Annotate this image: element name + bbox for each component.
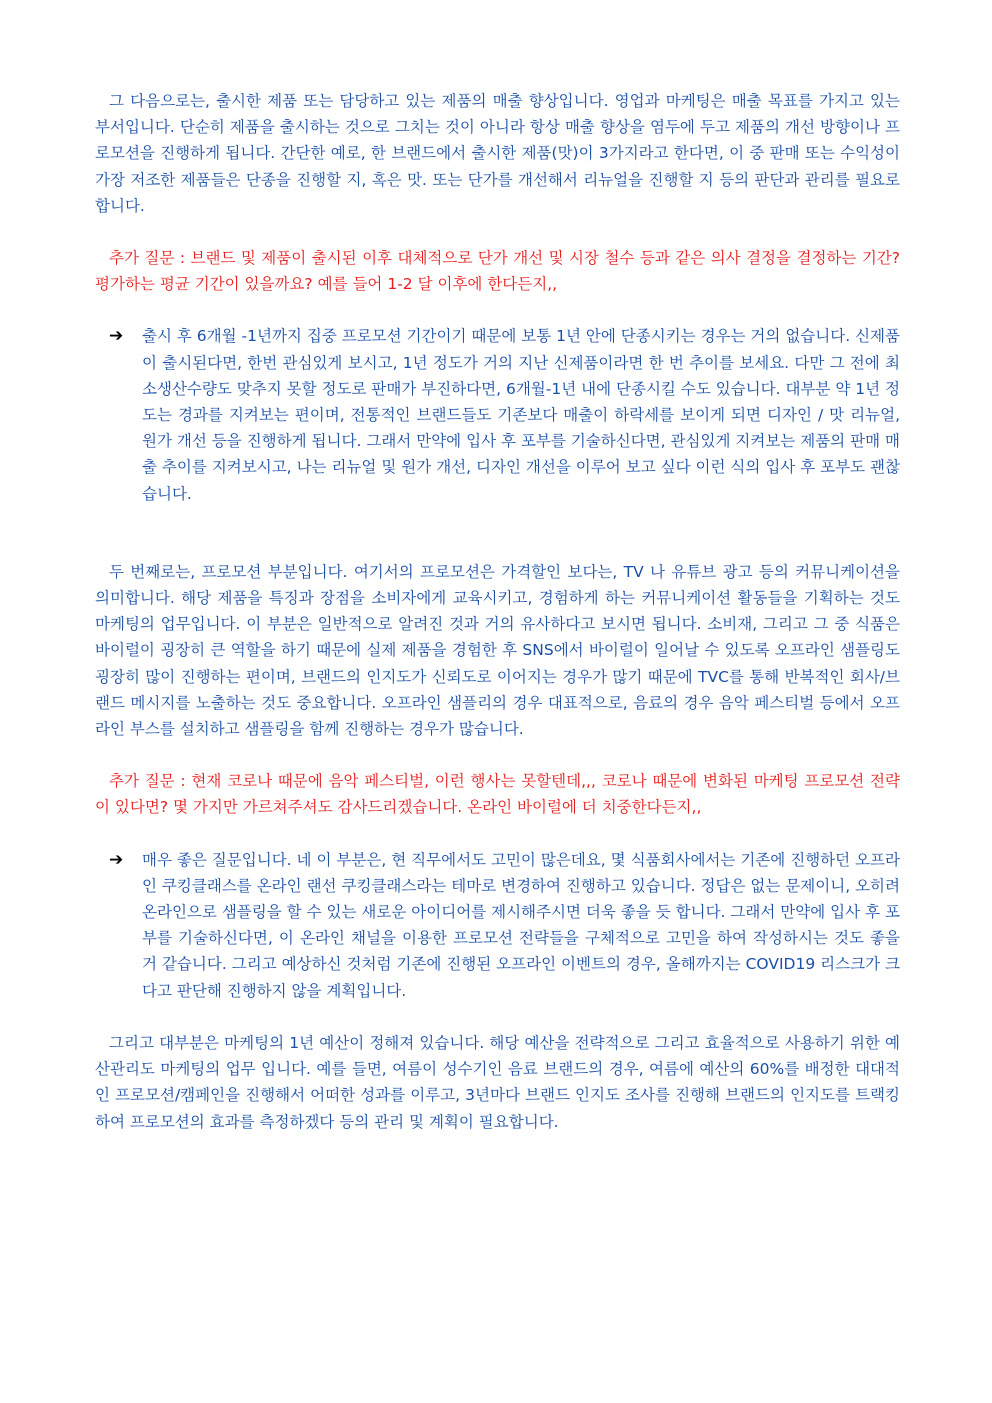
paragraph-budget: 그리고 대부분은 마케팅의 1년 예산이 정해져 있습니다. 해당 예산을 전략적으로 그리고 효율적으로 사용하기 위한 예산관리도 마케팅의 업무 입니다. 예를 들면, 여름이 성수기인 음료 브랜드의 경우, 여름에 예산의 60%를 배정한 대대적인 프로모션/캠페인을 진행해서 어떠한 성과를 이루고, 3년마다 브랜드 인지도 조사를 진행해 브랜드의 인지도를 트랙킹하여 프로모션의 효과를 측정하겠다 등의 관리 및 계획이 필요합니다.: [95, 1033, 900, 1131]
paragraph-promotion: 두 번째로는, 프로모션 부분입니다. 여기서의 프로모션은 가격할인 보다는, TV 나 유튜브 광고 등의 커뮤니케이션을 의미합니다. 해당 제품을 특징과 장점을 소비자에게 교육시키고, 경험하게 하는 커뮤니케이션 활동들을 기획하는 것도 마케팅의 업무입니다. 이 부분은 일반적으로 알려진 것과 거의 유사하다고 보시면 됩니다. 소비재, 그리고 그 중 식품은 바이럴이 굉장히 큰 역할을 하기 때문에 실제 제품을 경험한 후 SNS에서 바이럴이 일어날 수 있도록 오프라인 샘플링도 굉장히 많이 진행하는 편이며, 브랜드의 인지도가 신뢰도로 이어지는 경우가 많기 때문에 TVC를 통해 반복적인 회사/브랜드 메시지를 노출하는 것도 중요합니다. 오프라인 샘플리의 경우 대표적으로, 음료의 경우 음악 페스티벌 등에서 오프라인 부스를 설치하고 샘플링을 함께 진행하는 경우가 많습니다.: [95, 562, 900, 739]
right-arrow-icon: ➔: [109, 326, 124, 347]
question-decision-period: 추가 질문 : 브랜드 및 제품이 출시된 이후 대체적으로 단가 개선 및 시장 철수 등과 같은 의사 결정을 결정하는 기간? 평가하는 평균 기간이 있을까요? 예를 들어 1-2 달 이후에 한다든지,,: [95, 249, 900, 294]
answer-text: 출시 후 6개월 -1년까지 집중 프로모션 기간이기 때문에 보통 1년 안에 단종시키는 경우는 거의 없습니다. 신제품이 출시된다면, 한번 관심있게 보시고, 1년 정도가 거의 지난 신제품이라면 한 번 추이를 보세요. 다만 그 전에 최소생산수량도 맞추지 못할 정도로 판매가 부진하다면, 6개월-1년 내에 단종시킬 수도 있습니다. 대부분 약 1년 정도는 경과를 지켜보는 편이며, 전통적인 브랜드들도 기존보다 매출이 하락세를 보이게 되면 디자인 / 맛 리뉴얼, 원가 개선 등을 진행하게 됩니다. 그래서 만약에 입사 후 포부를 기술하신다면, 관심있게 지켜보는 제품의 판매 매출 추이를 지켜보시고, 나는 리뉴얼 및 원가 개선, 디자인 개선을 이루어 보고 싶다 이런 식의 입사 후 포부도 괜찮습니다.: [142, 327, 900, 503]
right-arrow-icon: ➔: [109, 849, 124, 870]
answer-text: 매우 좋은 질문입니다. 네 이 부분은, 현 직무에서도 고민이 많은데요, 몇 식품회사에서는 기존에 진행하던 오프라인 쿠킹클래스를 온라인 랜선 쿠킹클래스라는 테마로 변경하여 진행하고 있습니다. 정답은 없는 문제이니, 오히려 온라인으로 샘플링을 할 수 있는 새로운 아이디어를 제시해주시면 더욱 좋을 듯 합니다. 그래서 만약에 입사 후 포부를 기술하신다면, 이 온라인 채널을 이용한 프로모션 전략들을 구체적으로 고민을 하여 작성하시는 것도 좋을 거 같습니다. 그리고 예상하신 것처럼 기존에 진행된 오프라인 이벤트의 경우, 올해까지는 COVID19 리스크가 크다고 판단해 진행하지 않을 계획입니다.: [142, 850, 900, 1000]
question-covid-promotion: 추가 질문 : 현재 코로나 때문에 음악 페스티벌, 이런 행사는 못할텐데,,, 코로나 때문에 변화된 마케팅 프로모션 전략이 있다면? 몇 가지만 가르쳐주셔도 감사드리겠습니다. 온라인 바이럴에 더 치중한다든지,,: [95, 772, 900, 817]
document-page: [95, 88, 900, 1135]
answer-covid-promotion: [95, 847, 900, 1004]
answer-decision-period: [95, 323, 900, 506]
paragraph-sales-improvement: 그 다음으로는, 출시한 제품 또는 담당하고 있는 제품의 매출 향상입니다. 영업과 마케팅은 매출 목표를 가지고 있는 부서입니다. 단순히 제품을 출시하는 것으로 그치는 것이 아니라 항상 매출 향상을 염두에 두고 제품의 개선 방향이나 프로모션을 진행하게 됩니다. 간단한 예로, 한 브랜드에서 출시한 제품(맛)이 3가지라고 한다면, 이 중 판매 또는 수익성이 가장 저조한 제품들은 단종을 진행할 지, 혹은 맛. 또는 단가를 개선해서 리뉴얼을 진행할 지 등의 판단과 관리를 필요로 합니다.: [95, 92, 900, 215]
